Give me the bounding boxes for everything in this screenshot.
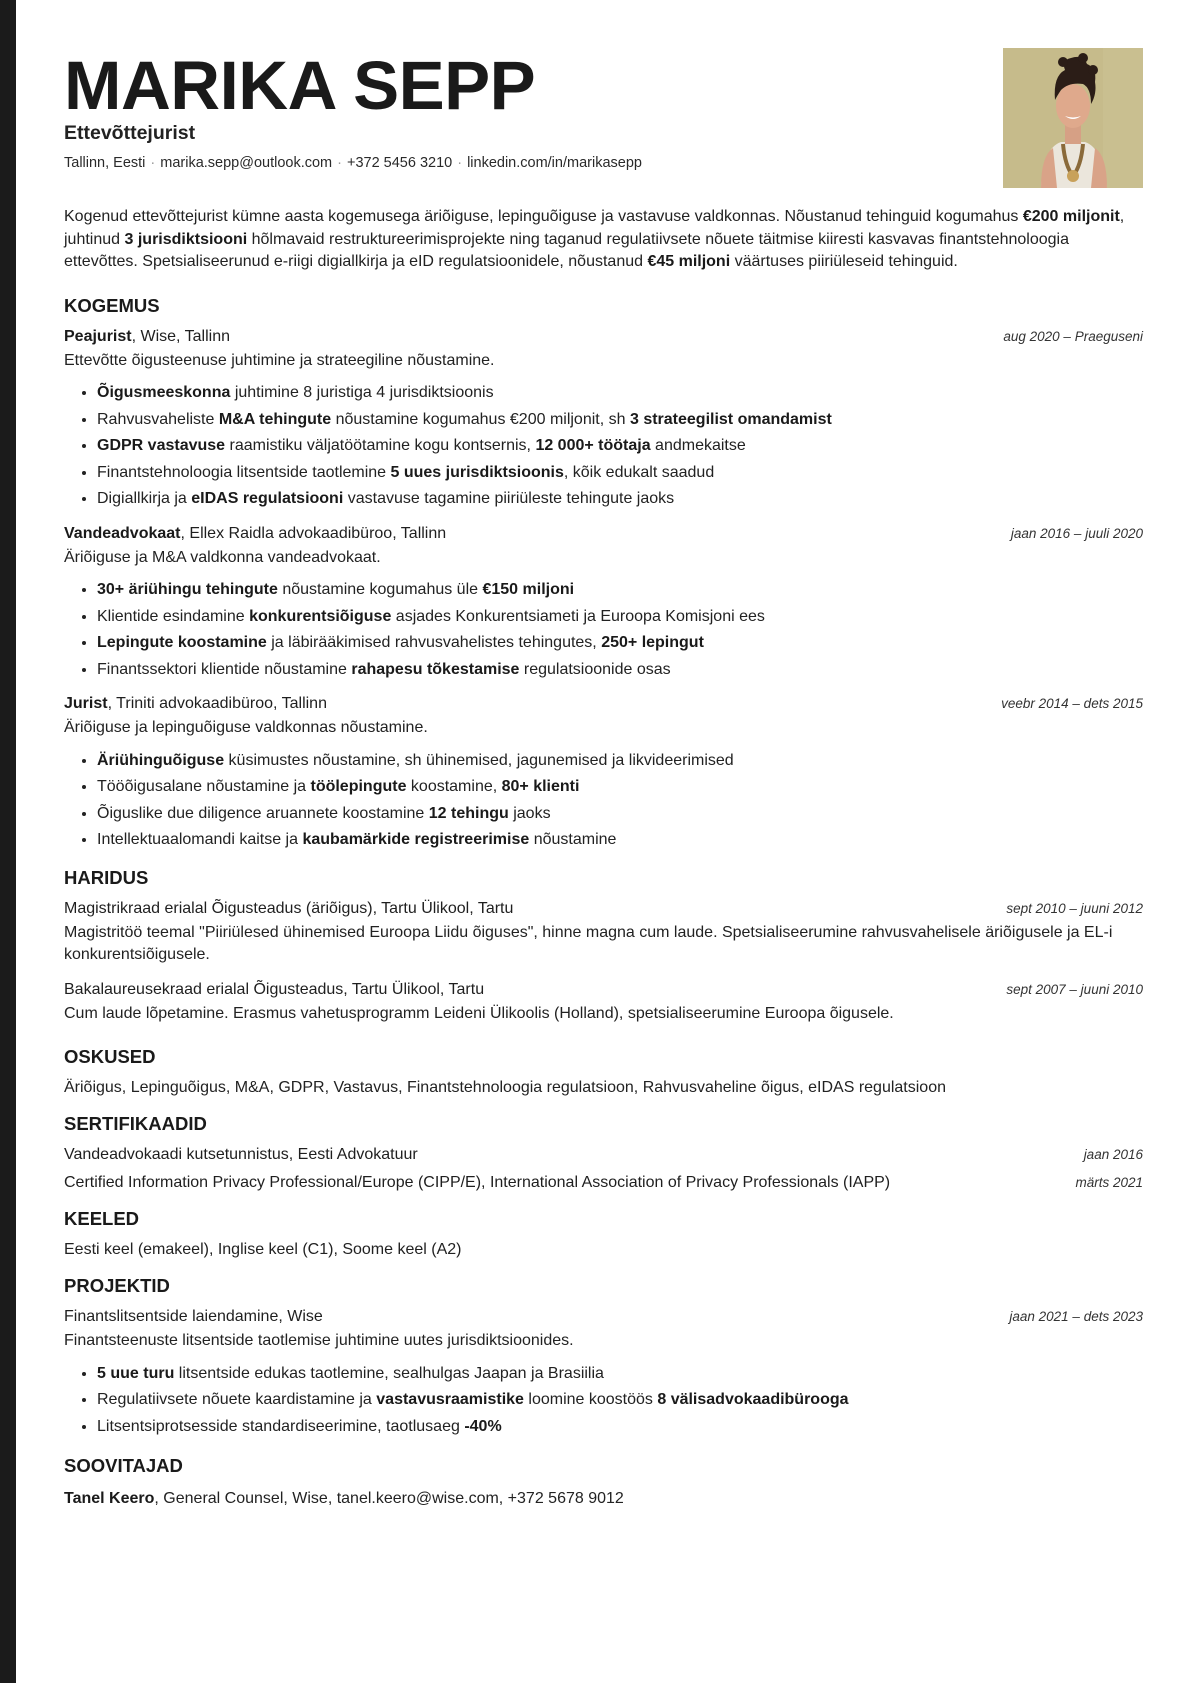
certificate-name: Vandeadvokaadi kutsetunnistus, Eesti Advokatuur xyxy=(64,1146,418,1163)
job-description: Äriõiguse ja M&A valdkonna vandeadvokaat. xyxy=(64,548,381,566)
section-heading-education: HARIDUS xyxy=(64,866,149,888)
contact-line xyxy=(64,155,642,171)
achievement-item: • Õigusmeeskonna juhtimine 8 juristiga 4 jurisdiktsioonis xyxy=(97,380,1143,407)
achievement-item: • Finantstehnoloogia litsentside taotlemine 5 uues jurisdiktsioonis, kõik edukalt saadud xyxy=(97,460,1143,487)
section-heading-experience: KOGEMUS xyxy=(64,294,160,316)
profile-summary: Kogenud ettevõttejurist kümne aasta kogemusega äriõiguse, lepinguõiguse ja vastavuse valdkonnas. Nõustanud tehinguid kogumahus €200 miljonit, juhtinud 3 jurisdiktsiooni hõlmavaid restruktureerimisprojekte ning taganud regulatiivsete nõuete täitmise kiiresti kasvavas finantstehnoloogia ettevõttes. Spetsialiseerunud e-riigi digiallkirja ja eID regulatsioonidele, nõustanud €45 miljoni väärtuses piiriüleseid tehinguid. xyxy=(64,208,1125,270)
experience-item xyxy=(64,523,1143,684)
role-and-org: Jurist, Triniti advokaadibüroo, Tallinn xyxy=(64,695,327,712)
project-bullet: • Regulatiivsete nõuete kaardistamine ja vastavusraamistike loomine koostöös 8 välisadvokaadibürooga xyxy=(97,1387,1143,1414)
achievement-item: • Intellektuaalomandi kaitse ja kaubamärkide registreerimise nõustamine xyxy=(97,827,1143,854)
project-description: Finantsteenuste litsentside taotlemise juhtimine uutes jurisdiktsioonides. xyxy=(64,1332,574,1349)
education-item xyxy=(64,979,1143,1026)
achievement-list xyxy=(64,380,1143,513)
achievement-item: • Õiguslike due diligence aruannete koostamine 12 tehingu jaoks xyxy=(97,801,1143,828)
experience-item xyxy=(64,693,1143,854)
reference-name: Tanel Keero xyxy=(64,1490,155,1507)
experience-list xyxy=(64,326,1143,854)
achievement-item: • Finantssektori klientide nõustamine rahapesu tõkestamise regulatsioonide osas xyxy=(97,657,1143,684)
experience-header xyxy=(64,326,1143,348)
contact-phone[interactable]: +372 5456 3210 xyxy=(346,155,453,171)
reference-item xyxy=(64,1488,1143,1510)
job-role: Vandeadvokaat xyxy=(64,524,181,542)
date-range: sept 2007 – juuni 2010 xyxy=(1006,981,1143,997)
job-role: Peajurist xyxy=(64,327,132,345)
certificate-item xyxy=(64,1144,1143,1166)
education-list xyxy=(64,898,1143,1026)
project-bullet: • Litsentsiprotsesside standardiseerimine, taotlusaeg -40% xyxy=(97,1414,1143,1441)
languages-list: Eesti keel (emakeel), Inglise keel (C1), Soome keel (A2) xyxy=(64,1241,462,1258)
education-description: Cum laude lõpetamine. Erasmus vahetusprogramm Leideni Ülikoolis (Holland), spetsialiseerumine Euroopa õigusele. xyxy=(64,1004,894,1022)
achievement-item: • Tööõigusalane nõustamine ja töölepingute koostamine, 80+ klienti xyxy=(97,774,1143,801)
achievement-item: • Äriühinguõiguse küsimustes nõustamine, sh ühinemised, jagunemised ja likvideerimised xyxy=(97,748,1143,775)
left-accent-bar xyxy=(0,0,16,1683)
degree: Magistrikraad erialal Õigusteadus (äriõigus), Tartu Ülikool, Tartu xyxy=(64,899,514,917)
job-role: Jurist xyxy=(64,695,108,712)
section-heading-languages: KEELED xyxy=(64,1208,140,1229)
job-title: Ettevõttejurist xyxy=(64,122,196,144)
certificates-list xyxy=(64,1144,1143,1194)
portrait-illustration xyxy=(1003,48,1143,188)
date-range: jaan 2016 – juuli 2020 xyxy=(1010,525,1143,541)
project-bullet: • 5 uue turu litsentside edukas taotlemine, sealhulgas Jaapan ja Brasiilia xyxy=(97,1361,1143,1388)
achievement-item: • Digiallkirja ja eIDAS regulatsiooni vastavuse tagamine piiriüleste tehingute jaoks xyxy=(97,486,1143,513)
date-range: aug 2020 – Praeguseni xyxy=(1003,328,1143,344)
job-description: Äriõiguse ja lepinguõiguse valdkonnas nõustamine. xyxy=(64,719,428,736)
separator: · xyxy=(337,155,342,171)
profile-photo xyxy=(1003,48,1143,188)
certificate-date: jaan 2016 xyxy=(1083,1147,1143,1162)
skills-list: Äriõigus, Lepinguõigus, M&A, GDPR, Vastavus, Finantstehnoloogia regulatsioon, Rahvusvaheline õigus, eIDAS regulatsioon xyxy=(64,1079,946,1096)
section-heading-certificates: SERTIFIKAADID xyxy=(64,1113,207,1134)
candidate-name: MARIKA SEPP xyxy=(64,47,536,124)
achievement-item: • Lepingute koostamine ja läbirääkimised rahvusvahelistes tehingutes, 250+ lepingut xyxy=(97,630,1143,657)
date-range: veebr 2014 – dets 2015 xyxy=(1001,696,1143,711)
separator: · xyxy=(150,155,156,171)
reference-details: , General Counsel, Wise, tanel.keero@wise.com, +372 5678 9012 xyxy=(154,1490,624,1507)
achievement-item: • GDPR vastavuse raamistiku väljatöötamine kogu kontsernis, 12 000+ töötaja andmekaitse xyxy=(97,433,1143,460)
section-heading-projects: PROJEKTID xyxy=(64,1275,170,1296)
date-range: jaan 2021 – dets 2023 xyxy=(1009,1309,1143,1324)
certificate-item xyxy=(64,1172,1143,1194)
separator: · xyxy=(457,155,463,171)
certificate-name: Certified Information Privacy Professional/Europe (CIPP/E), International Association of Privacy Professionals (IAPP) xyxy=(64,1174,891,1191)
role-and-org: Peajurist, Wise, Tallinn xyxy=(64,327,230,345)
achievement-item: • Rahvusvaheliste M&A tehingute nõustamine kogumahus €200 miljonit, sh 3 strateegilist omandamist xyxy=(97,407,1143,434)
job-description: Ettevõtte õigusteenuse juhtimine ja strateegiline nõustamine. xyxy=(64,351,495,369)
contact-linkedin[interactable]: linkedin.com/in/marikasepp xyxy=(467,155,642,171)
experience-item xyxy=(64,326,1143,513)
achievement-list xyxy=(64,748,1143,854)
contact-location: Tallinn, Eesti xyxy=(64,155,146,171)
achievement-item: • Klientide esindamine konkurentsiõiguse asjades Konkurentsiameti ja Euroopa Komisjoni ees xyxy=(97,604,1143,631)
education-item xyxy=(64,898,1143,967)
project-header xyxy=(64,1306,1143,1328)
achievement-list xyxy=(64,577,1143,683)
experience-header xyxy=(64,693,1143,715)
project-bullets xyxy=(64,1361,1143,1441)
contact-email[interactable]: marika.sepp@outlook.com xyxy=(160,155,333,171)
certificate-date: märts 2021 xyxy=(1075,1175,1143,1190)
education-description: Magistritöö teemal "Piiriülesed ühinemised Euroopa Liidu õiguses", hinne magna cum laude. Spetsialiseerumine rahvusvahelisele äriõigusele ja EL-i konkurentsiõigusele. xyxy=(64,923,1113,963)
role-and-org: Vandeadvokaat, Ellex Raidla advokaadibüroo, Tallinn xyxy=(64,524,447,542)
section-heading-references: SOOVITAJAD xyxy=(64,1455,183,1476)
resume-content xyxy=(64,206,1143,1510)
projects-list xyxy=(64,1306,1143,1440)
degree: Bakalaureusekraad erialal Õigusteadus, Tartu Ülikool, Tartu xyxy=(64,980,485,998)
achievement-item: • 30+ äriühingu tehingute nõustamine kogumahus üle €150 miljoni xyxy=(97,577,1143,604)
section-heading-skills: OSKUSED xyxy=(64,1046,156,1067)
date-range: sept 2010 – juuni 2012 xyxy=(1006,900,1143,916)
experience-header xyxy=(64,523,1143,545)
project-name: Finantslitsentside laiendamine, Wise xyxy=(64,1308,323,1325)
